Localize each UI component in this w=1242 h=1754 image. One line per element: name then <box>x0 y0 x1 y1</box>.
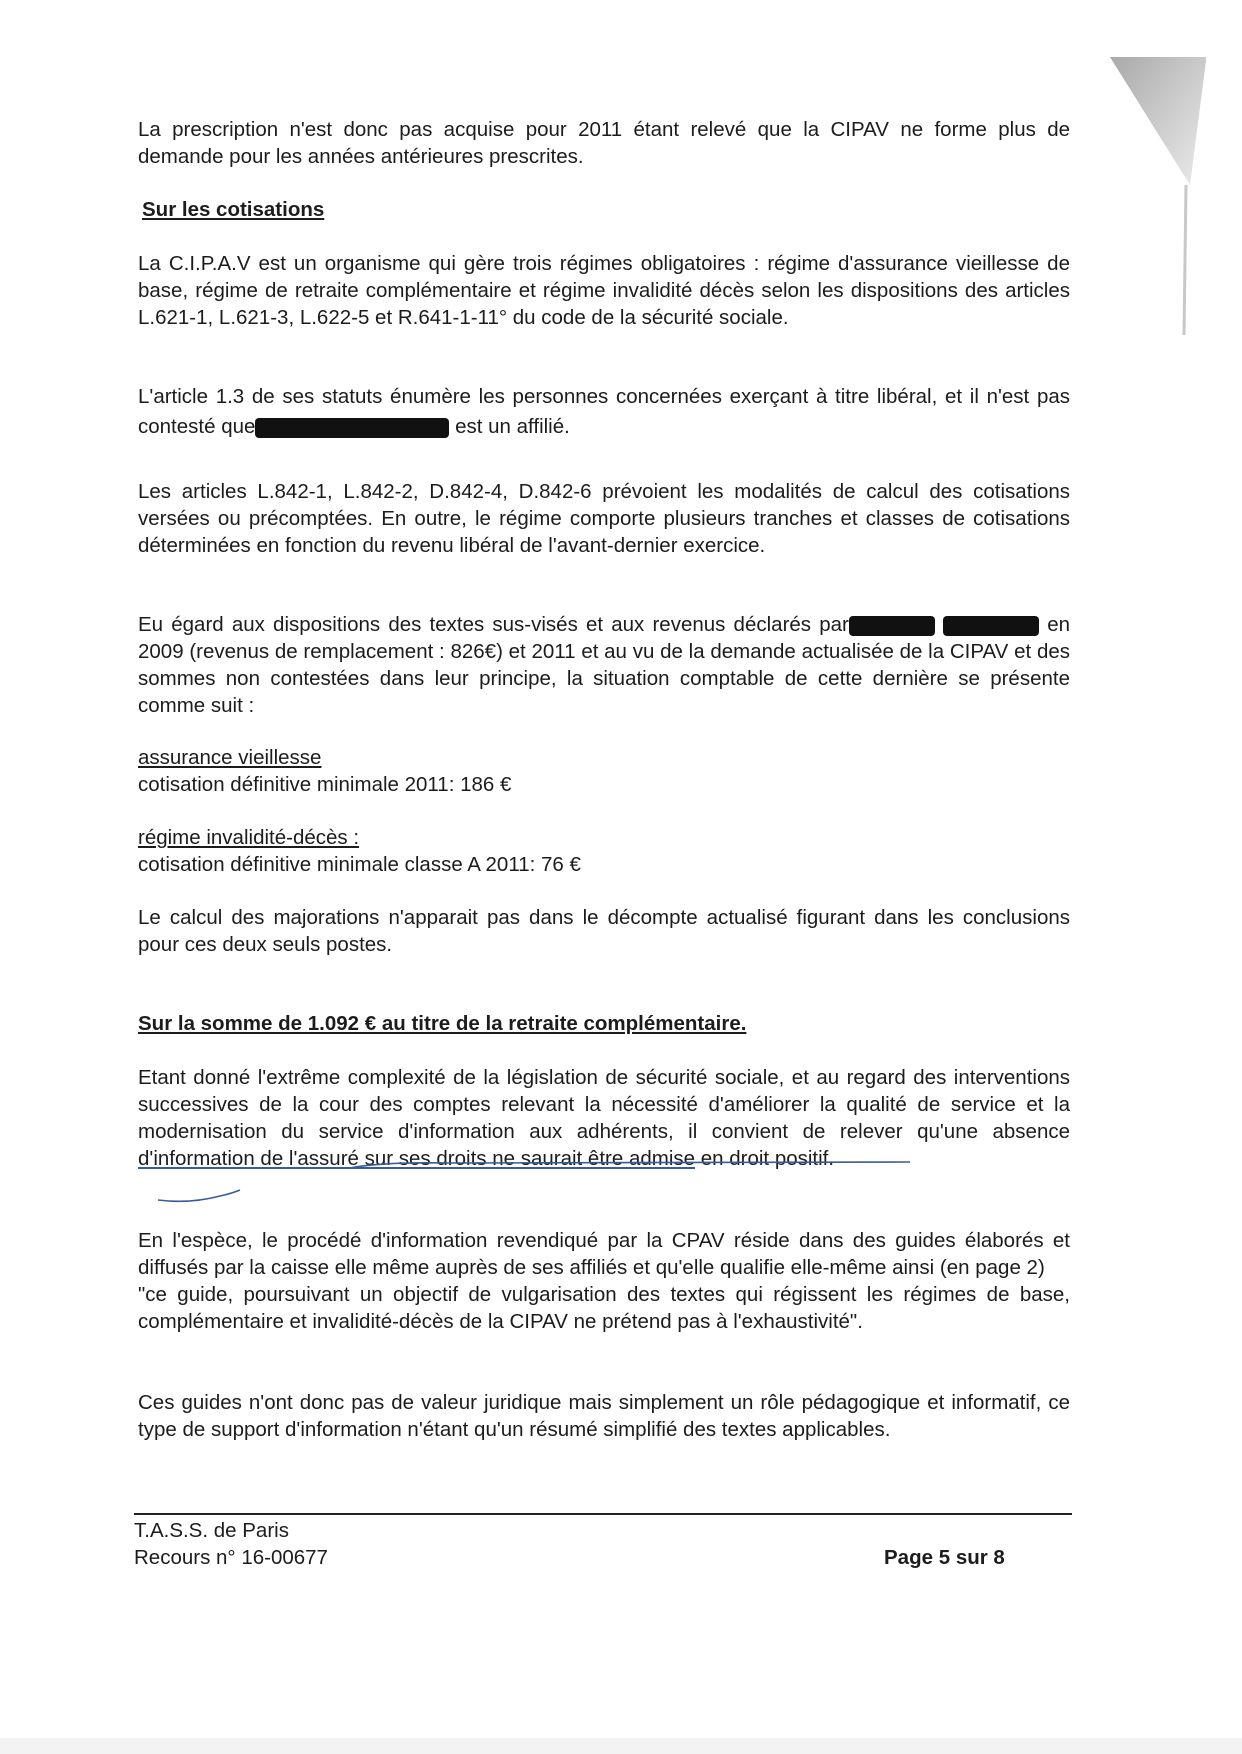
footer-divider <box>134 1513 1072 1515</box>
paragraph-eu-egard <box>138 611 1070 719</box>
paragraph-text: En l'espèce, le procédé d'information revendiqué par la CPAV réside dans des guides élaborés et diffusés par la caisse elle même auprès de ses affiliés et qu'elle qualifie elle-même ainsi (en page 2) <box>138 1229 1070 1279</box>
item-label: régime invalidité-décès : <box>138 826 360 849</box>
text-segment: Etant donné l'extrême complexité de la législation de sécurité sociale, et au regard des interventions successives de la cour des comptes relevant la nécessité d'améliorer la qualité de service et la modernisation du service d'information aux adhérents, il convient de relever qu'une absence <box>138 1066 1070 1143</box>
text-segment: en droit positif. <box>700 1147 835 1170</box>
paragraph-majorations <box>138 904 1070 958</box>
paragraph-espece <box>138 1227 1070 1335</box>
redaction-bar <box>849 616 935 636</box>
text-segment: est un affilié. <box>455 415 570 438</box>
paragraph-text: Les articles L.842-1, L.842-2, D.842-4, D.842-6 prévoient les modalités de calcul des cotisations versées ou précomptées. En outre, le régime comporte plusieurs tranches et classes de cotisations déterminées en fonction du revenu libéral de l'avant-dernier exercice. <box>138 480 1070 557</box>
redaction-bar <box>255 418 449 438</box>
paragraph-prescription <box>138 116 1070 170</box>
paragraph-cipav <box>138 250 1070 331</box>
text-segment: n'est pas contesté que <box>138 385 1070 438</box>
paragraph-text: Le calcul des majorations n'apparait pas dans le décompte actualisé figurant dans les conclusions pour ces deux seuls postes. <box>138 906 1070 956</box>
court-name: T.A.S.S. de Paris <box>134 1519 289 1542</box>
heading-somme-retraite: Sur la somme de 1.092 € au titre de la retraite complémentaire. <box>138 1012 747 1035</box>
recours-number: Recours n° 16-00677 <box>134 1546 328 1569</box>
page-label: Page <box>884 1546 933 1569</box>
paragraph-text: La prescription n'est donc pas acquise pour 2011 étant relevé que la CIPAV ne forme plus de demande pour les années antérieures prescrites. <box>138 118 1070 168</box>
paragraph-article-1-3 <box>138 382 1070 442</box>
section-invalidite-deces <box>138 824 1070 878</box>
page-fold-shadow <box>1110 55 1210 335</box>
page-current: 5 <box>938 1546 951 1569</box>
heading-cotisations: Sur les cotisations <box>142 198 325 221</box>
page-total: 8 <box>993 1546 1005 1569</box>
paragraph-articles-l842 <box>138 478 1070 559</box>
text-segment: en 2009 (revenus de remplacement : 826€) et 2011 et au vu de la demande actualisée de la CIPAV et des sommes non contestées dans leur principe, la situation comptable de cette dernière se présente comme suit : <box>138 613 1070 717</box>
paragraph-text: Ces guides n'ont donc pas de valeur juridique mais simplement un rôle pédagogique et informatif, ce type de support d'information n'étant qu'un résumé simplifié des textes applicables. <box>138 1391 1070 1441</box>
paragraph-text <box>138 382 1070 442</box>
pen-underlined-text: d'information de l'assuré sur ses droits ne saurait être admise <box>138 1147 696 1170</box>
text-segment: Eu égard aux dispositions des textes sus-visés et aux revenus déclarés par <box>138 613 849 636</box>
quote-text: "ce guide, poursuivant un objectif de vulgarisation des textes qui régissent les régimes de base, complémentaire et invalidité-décès de la CIPAV ne prétend pas à l'exhaustivité". <box>138 1283 1070 1333</box>
page-number <box>884 1544 1005 1571</box>
paragraph-complexite <box>138 1064 1070 1172</box>
paragraph-guides <box>138 1389 1070 1443</box>
paragraph-text: La C.I.P.A.V est un organisme qui gère trois régimes obligatoires : régime d'assurance vieillesse de base, régime de retraite complémentaire et régime invalidité décès selon les dispositions des articles L.621-1, L.621-3, L.622-5 et R.641-1-11° du code de la sécurité sociale. <box>138 252 1070 329</box>
section-assurance-vieillesse <box>138 744 1070 798</box>
paragraph-text <box>138 611 1070 719</box>
page-separator: sur <box>955 1546 988 1569</box>
footer-case-info <box>134 1517 328 1571</box>
item-value: cotisation définitive minimale 2011: 186 € <box>138 773 512 796</box>
pen-underline-mark <box>150 1160 910 1220</box>
item-value: cotisation définitive minimale classe A 2011: 76 € <box>138 853 581 876</box>
item-label: assurance vieillesse <box>138 746 322 769</box>
scan-edge <box>0 1738 1242 1754</box>
paragraph-text <box>138 1064 1070 1172</box>
text-segment: L'article 1.3 de ses statuts énumère les personnes concernées exerçant à titre libéral, et il <box>138 385 979 408</box>
redaction-bar <box>943 616 1039 636</box>
